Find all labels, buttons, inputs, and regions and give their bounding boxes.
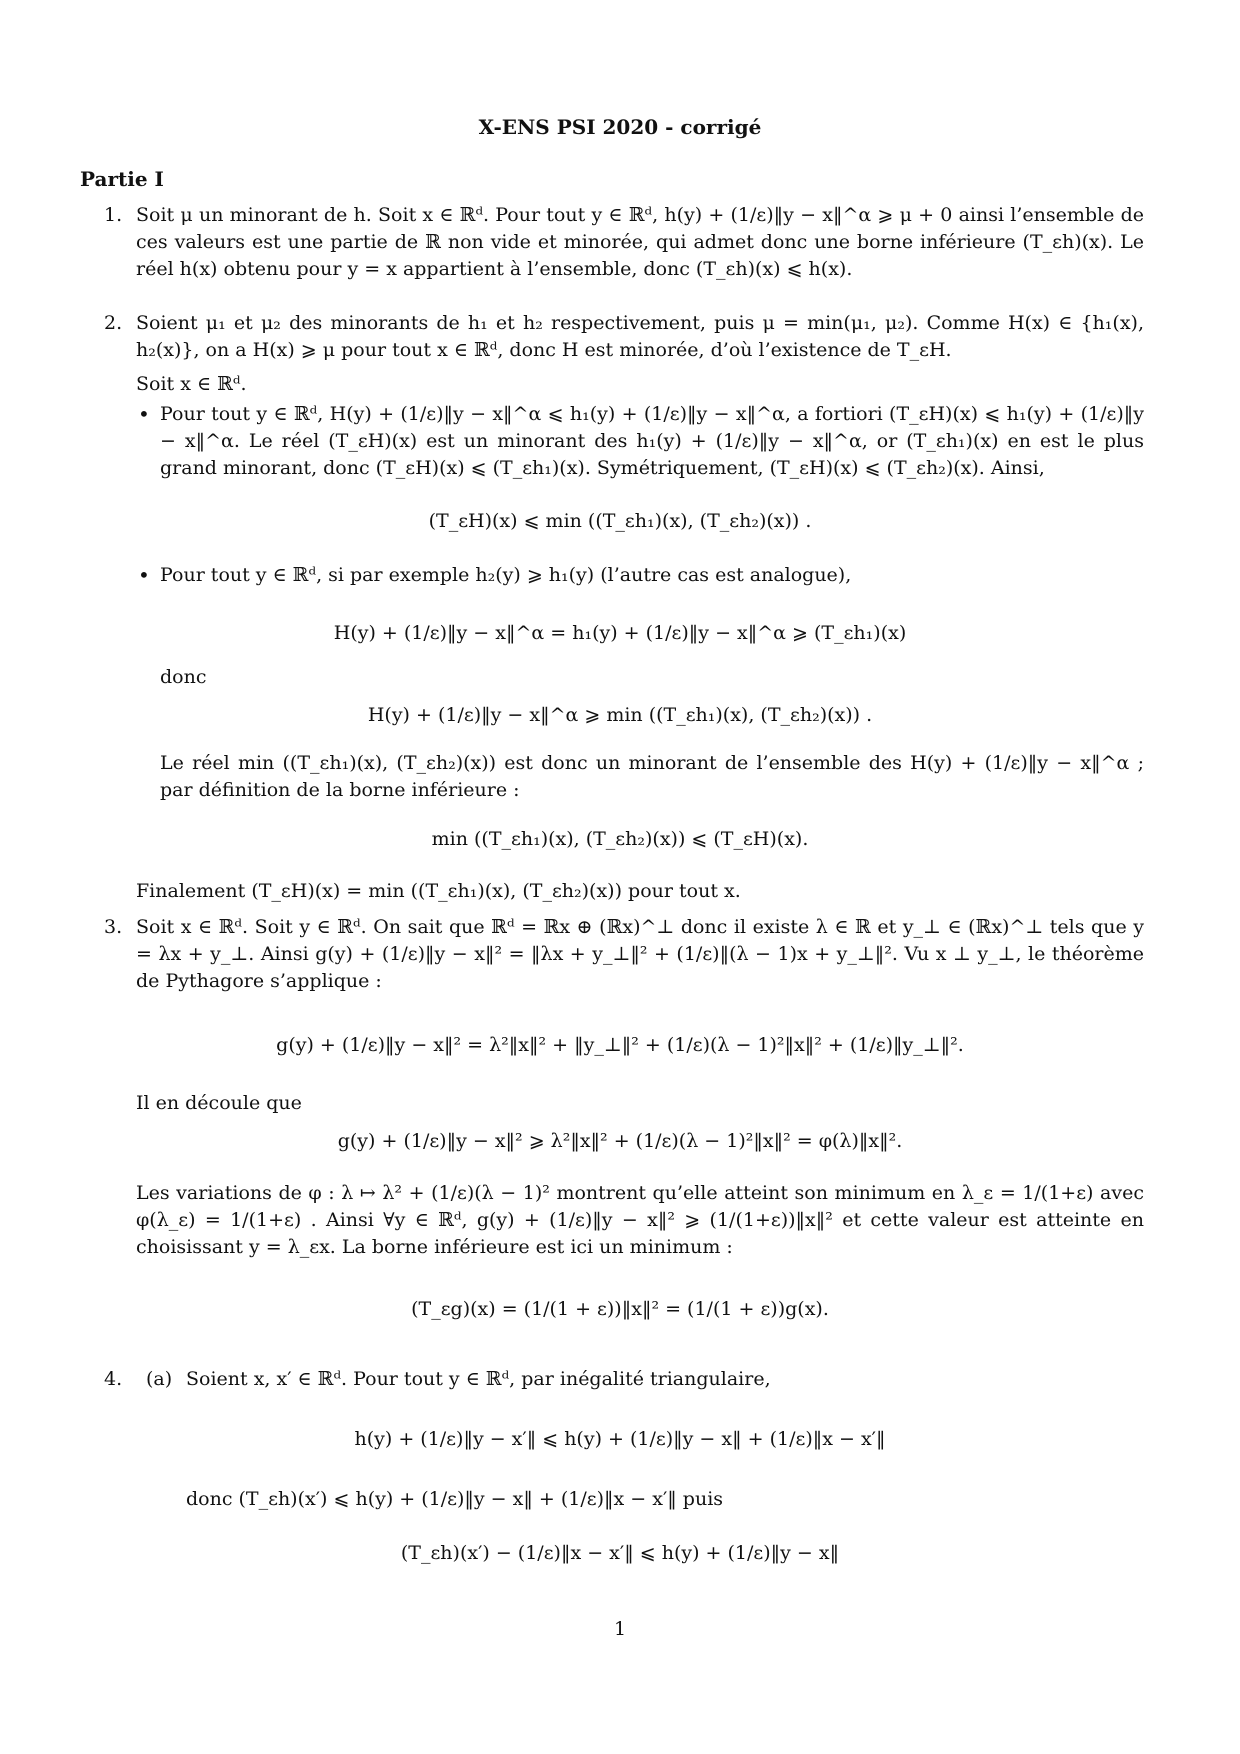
question-2-bullet-2: Pour tout y ∈ ℝᵈ, si par exemple h₂(y) ⩾ h₁(y) (l’autre cas est analogue), [160,564,852,586]
question-1-text: Soit μ un minorant de h. Soit x ∈ ℝᵈ. Pour tout y ∈ ℝᵈ, h(y) + (1/ε)‖y − x‖^α ⩾ μ + 0 ainsi l’ensemble de ces valeurs est une partie de ℝ non vide et minorée, qui admet donc une borne inférieure (T_εh)(x). Le réel h(x) obtenu pour y = x appartient à l’ensemble, donc (T_εh)(x) ⩽ h(x). [136,204,1144,280]
question-2-number: 2. [104,312,123,334]
part-heading: Partie I [80,167,164,191]
question-3-equation-1: g(y) + (1/ε)‖y − x‖² = λ²‖x‖² + ‖y_⊥‖² + (1/ε)(λ − 1)²‖x‖² + (1/ε)‖y_⊥‖². [276,1034,964,1056]
question-4a-text: Soient x, x′ ∈ ℝᵈ. Pour tout y ∈ ℝᵈ, par inégalité triangulaire, [186,1368,771,1390]
question-4a-tag: (a) [146,1368,173,1390]
question-2-final: Finalement (T_εH)(x) = min ((T_εh₁)(x), (T_εh₂)(x)) pour tout x. [136,880,741,902]
question-2-intro: Soient μ₁ et μ₂ des minorants de h₁ et h₂ respectivement, puis μ = min(μ₁, μ₂). Comme H(x) ∈ {h₁(x), h₂(x)}, on a H(x) ⩾ μ pour tout x ∈ ℝᵈ, donc H est minorée, d’où l’existence de T_εH. [136,312,1144,361]
question-2-equation-2: H(y) + (1/ε)‖y − x‖^α = h₁(y) + (1/ε)‖y − x‖^α ⩾ (T_εh₁)(x) [333,622,907,644]
question-2-equation-4: min ((T_εh₁)(x), (T_εh₂)(x)) ⩽ (T_εH)(x). [431,828,809,850]
question-4a-equation-2: (T_εh)(x′) − (1/ε)‖x − x′‖ ⩽ h(y) + (1/ε)‖y − x‖ [400,1542,840,1564]
question-3-equation-3: (T_εg)(x) = (1/(1 + ε))‖x‖² = (1/(1 + ε))g(x). [411,1298,829,1320]
question-3-equation-2: g(y) + (1/ε)‖y − x‖² ⩾ λ²‖x‖² + (1/ε)(λ − 1)²‖x‖² = φ(λ)‖x‖². [337,1130,903,1152]
question-2-equation-3: H(y) + (1/ε)‖y − x‖^α ⩾ min ((T_εh₁)(x), (T_εh₂)(x)) . [367,704,873,726]
question-2-bullet-2-conclusion: Le réel min ((T_εh₁)(x), (T_εh₂)(x)) est donc un minorant de l’ensemble des H(y) + (1/ε)‖y − x‖^α ; par définition de la borne inférieure : [160,752,1144,801]
question-2-equation-1: (T_εH)(x) ⩽ min ((T_εh₁)(x), (T_εh₂)(x)) . [428,510,812,532]
question-3-number: 3. [104,916,123,938]
bullet-icon: • [138,402,150,426]
bullet-icon: • [138,563,150,587]
question-3-variations: Les variations de φ : λ ↦ λ² + (1/ε)(λ − 1)² montrent qu’elle atteint son minimum en λ_ε = 1/(1+ε) avec φ(λ_ε) = 1/(1+ε) . Ainsi ∀y ∈ ℝᵈ, g(y) + (1/ε)‖y − x‖² ⩾ (1/(1+ε))‖x‖² et cette valeur est atteinte en choisissant y = λ_εx. La borne inférieure est ici un minimum : [136,1182,1144,1258]
question-3-il-en-decoule: Il en découle que [136,1092,302,1114]
question-2-soit: Soit x ∈ ℝᵈ. [136,373,247,395]
question-2-donc: donc [160,666,207,688]
question-4-number: 4. [104,1368,123,1390]
question-2-bullet-1: Pour tout y ∈ ℝᵈ, H(y) + (1/ε)‖y − x‖^α ⩽ h₁(y) + (1/ε)‖y − x‖^α, a fortiori (T_εH)(x) ⩽ h₁(y) + (1/ε)‖y − x‖^α. Le réel (T_εH)(x) est un minorant des h₁(y) + (1/ε)‖y − x‖^α, or (T_εh₁)(x) en est le plus grand minorant, donc (T_εH)(x) ⩽ (T_εh₁)(x). Symétriquement, (T_εH)(x) ⩽ (T_εh₂)(x). Ainsi, [160,403,1144,479]
question-4a-equation-1: h(y) + (1/ε)‖y − x′‖ ⩽ h(y) + (1/ε)‖y − x‖ + (1/ε)‖x − x′‖ [354,1428,886,1450]
question-3-text: Soit x ∈ ℝᵈ. Soit y ∈ ℝᵈ. On sait que ℝᵈ = ℝx ⊕ (ℝx)^⊥ donc il existe λ ∈ ℝ et y_⊥ ∈ (ℝx)^⊥ tels que y = λx + y_⊥. Ainsi g(y) + (1/ε)‖y − x‖² = ‖λx + y_⊥‖² + (1/ε)‖(λ − 1)x + y_⊥‖². Vu x ⊥ y_⊥, le théorème de Pythagore s’applique : [136,916,1144,992]
question-1-number: 1. [104,204,123,226]
document-title: X-ENS PSI 2020 - corrigé [478,115,762,139]
question-4a-donc: donc (T_εh)(x′) ⩽ h(y) + (1/ε)‖y − x‖ + (1/ε)‖x − x′‖ puis [186,1488,724,1510]
page-number: 1 [613,1618,627,1640]
